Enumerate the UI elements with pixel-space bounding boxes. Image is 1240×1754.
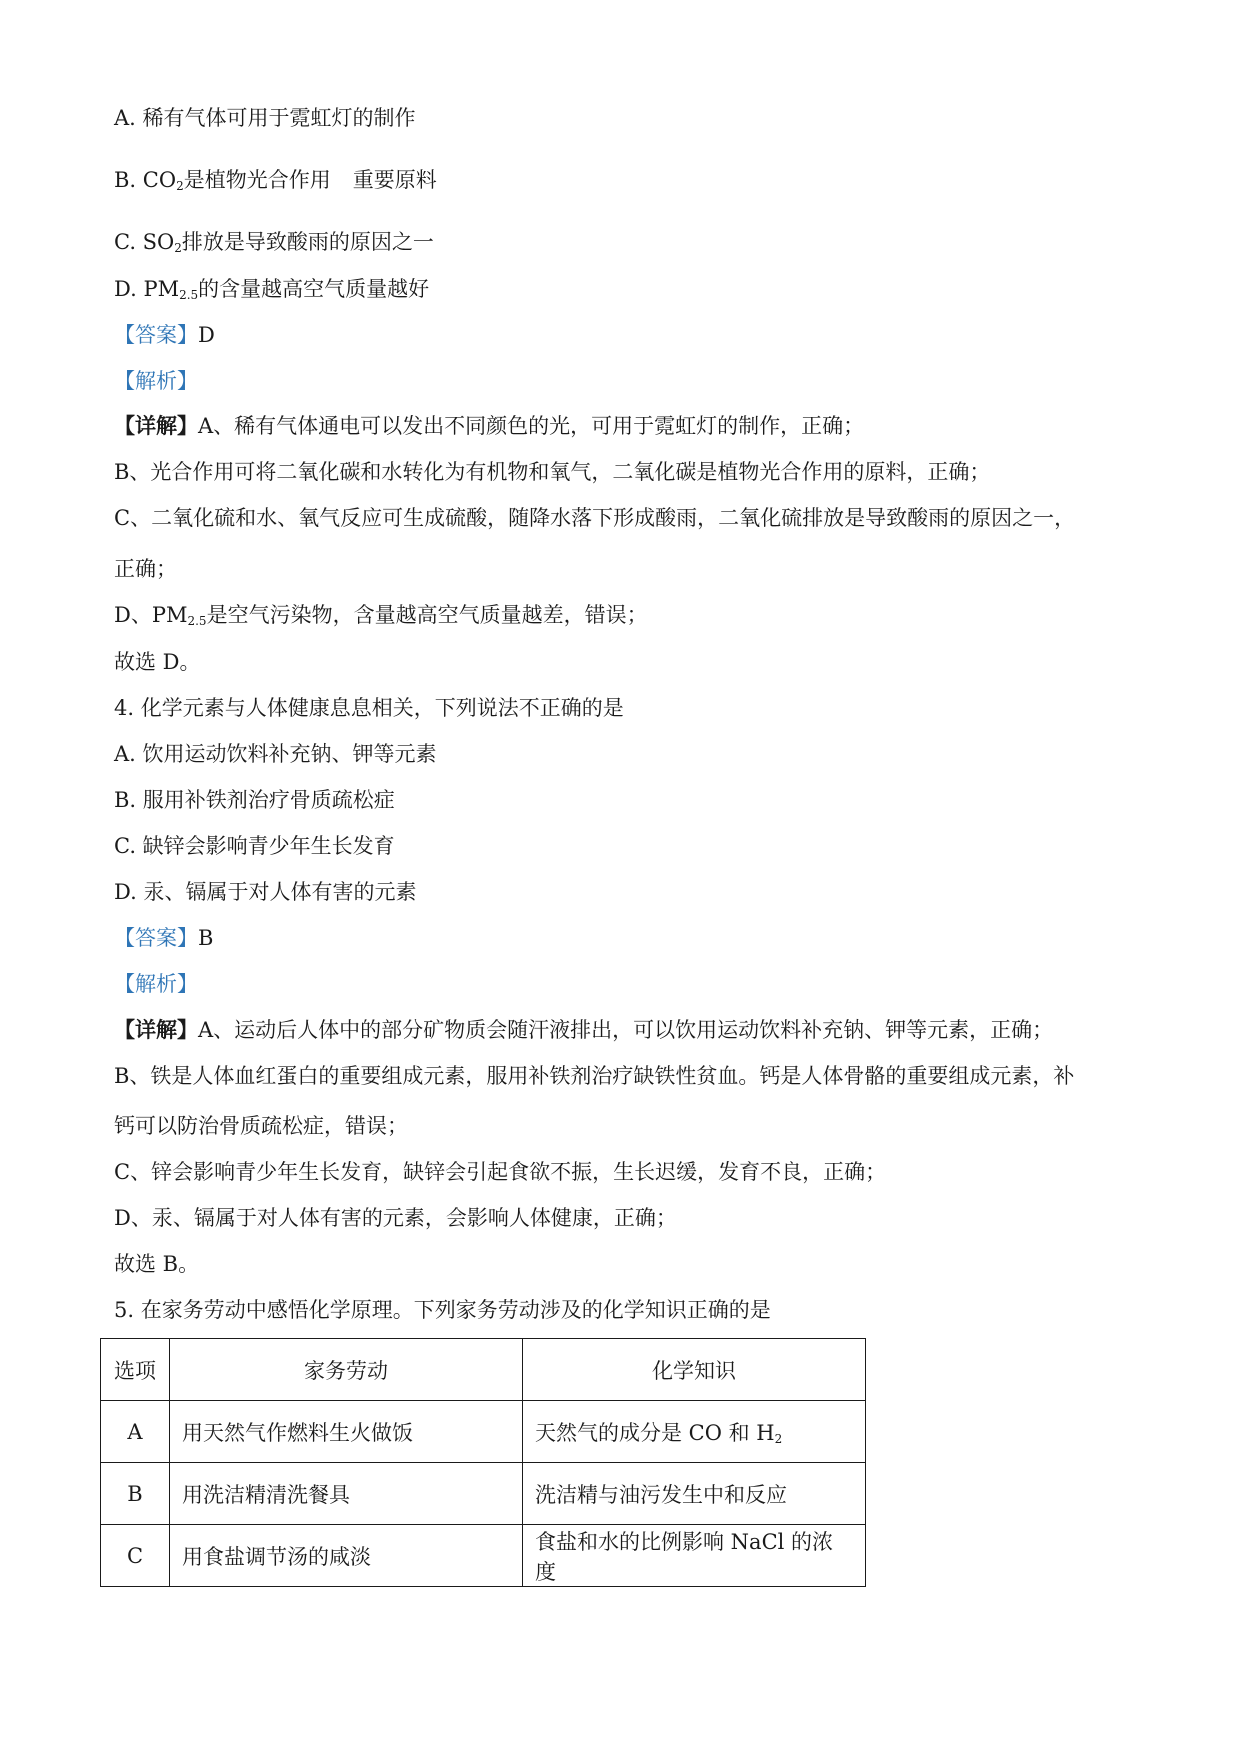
q3-detail-d-pre: D、PM [114,603,188,627]
q3-detail-d-sub: 2.5 [187,614,207,628]
q3-detail-a [114,412,864,440]
q4-detail-a-text: A、运动后人体中的部分矿物质会随汗液排出，可以饮用运动饮料补充钠、钾等元素，正确； [198,1018,1054,1042]
table-cell-knowledge [523,1401,866,1463]
q3-detail-c2: 正确； [114,557,177,581]
q4-conclusion: 故选 B。 [114,1252,200,1276]
q4-option-c: C. 缺锌会影响青少年生长发育 [114,834,395,858]
q5-stem: 5. 在家务劳动中感悟化学原理。下列家务劳动涉及的化学知识正确的是 [114,1298,771,1322]
q4-answer-value: B [198,926,214,950]
q3-option-c-post: 排放是导致酸雨的原因之一 [181,230,434,254]
q4-option-a: A. 饮用运动饮料补充钠、钾等元素 [114,742,437,766]
table-row [101,1401,866,1463]
table-header-row [101,1339,866,1401]
knowledge-text: 天然气的成分是 CO 和 H [535,1420,775,1445]
table-cell-option: A [101,1401,170,1463]
q3-option-d-pre: D. PM [114,277,180,301]
q3-option-b-sub: 2 [176,179,184,193]
table-header-cell: 家务劳动 [170,1339,523,1401]
q4-stem: 4. 化学元素与人体健康息息相关，下列说法不正确的是 [114,696,624,720]
q4-option-d: D. 汞、镉属于对人体有害的元素 [114,880,417,904]
q3-option-b-post: 是植物光合作用 [183,168,331,192]
q3-detail-b: B、光合作用可将二氧化碳和水转化为有机物和氧气，二氧化碳是植物光合作用的原料，正确； [114,460,991,484]
table-cell-knowledge: 洗洁精与油污发生中和反应 [523,1463,866,1525]
q4-detail-tag: 【详解】 [114,1017,198,1042]
q4-answer-tag: 【答案】 [114,926,198,950]
table-cell-labor: 用洗洁精清洗餐具 [170,1463,523,1525]
q4-option-b: B. 服用补铁剂治疗骨质疏松症 [114,788,395,812]
q3-option-b-tail: 重要原料 [352,168,437,192]
q3-detail-d [114,601,648,635]
q4-detail-b2: 钙可以防治骨质疏松症，错误； [114,1114,408,1138]
q3-answer [114,321,215,349]
q3-answer-tag: 【答案】 [114,323,198,347]
table-cell-option: B [101,1463,170,1525]
q3-analysis-tag: 【解析】 [114,369,198,393]
q3-detail-a-text: A、稀有气体通电可以发出不同颜色的光，可用于霓虹灯的制作，正确； [198,414,865,438]
q3-detail-c1: C、二氧化硫和水、氧气反应可生成硫酸，随降水落下形成酸雨，二氧化硫排放是导致酸雨的原因之一， [114,506,1076,530]
q4-detail-a [114,1016,1053,1044]
q4-detail-b1: B、铁是人体血红蛋白的重要组成元素，服用补铁剂治疗缺铁性贫血。钙是人体骨骼的重要组成元素，补 [114,1064,1075,1088]
q3-option-d-post: 的含量越高空气质量越好 [198,277,430,301]
q3-answer-value: D [198,323,215,347]
q3-option-d-sub: 2.5 [179,288,199,302]
table-cell-knowledge: 食盐和水的比例影响 NaCl 的浓度 [523,1525,866,1587]
q3-detail-d-post: 是空气污染物，含量越高空气质量越差，错误； [206,603,648,627]
q3-detail-tag: 【详解】 [114,413,198,438]
table-cell-labor: 用食盐调节汤的咸淡 [170,1525,523,1587]
table-header-cell: 选项 [101,1339,170,1401]
q3-conclusion: 故选 D。 [114,650,201,674]
q5-options-table [100,1338,866,1587]
q3-option-a [114,104,416,132]
q3-option-a-text: A. 稀有气体可用于霓虹灯的制作 [114,106,416,130]
q3-option-c-pre: C. SO [114,230,175,254]
q4-detail-d: D、汞、镉属于对人体有害的元素，会影响人体健康，正确； [114,1206,677,1230]
q3-option-c [114,228,434,262]
q4-detail-c: C、锌会影响青少年生长发育，缺锌会引起食欲不振，生长迟缓，发育不良，正确； [114,1160,887,1184]
table-cell-option: C [101,1525,170,1587]
q3-option-d [114,275,429,309]
q4-analysis-tag: 【解析】 [114,972,198,996]
q4-answer [114,924,213,952]
table-header-cell: 化学知识 [523,1339,866,1401]
table-row [101,1525,866,1587]
knowledge-sub: 2 [774,1431,783,1446]
table-row [101,1463,866,1525]
q3-option-c-sub: 2 [174,241,182,255]
table-cell-labor: 用天然气作燃料生火做饭 [170,1401,523,1463]
q3-option-b [114,166,437,200]
q3-option-b-pre: B. CO [114,168,177,192]
